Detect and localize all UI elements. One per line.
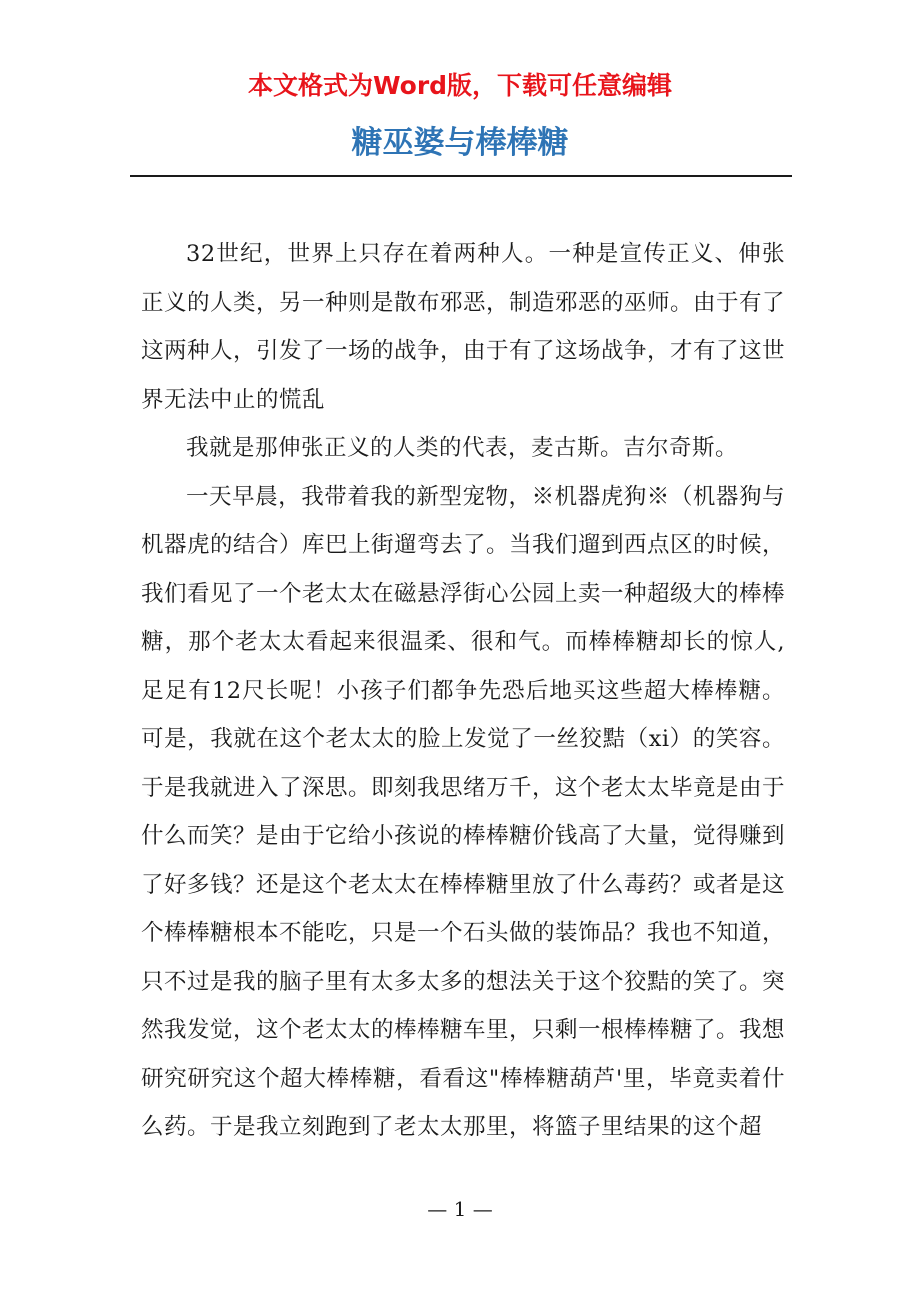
document-title: 糖巫婆与棒棒糖 [351,125,569,161]
page-number: — 1 — [427,1197,493,1221]
format-banner: 本文格式为Word版，下载可任意编辑 [247,71,673,100]
paragraph: 32世纪，世界上只存在着两种人。一种是宣传正义、伸张正义的人类，另一种则是散布邪恶，制造邪恶的巫师。由于有了这两种人，引发了一场的战争，由于有了这场战争，才有了这世界无法中止的慌乱 [141,241,786,413]
document-body [141,230,785,1152]
paragraph: 一天早晨，我带着我的新型宠物，※机器虎狗※（机器狗与机器虎的结合）库巴上街遛弯去了。当我们遛到西点区的时候，我们看见了一个老太太在磁悬浮街心公园上卖一种超级大的棒棒糖，那个老太太看起来很温柔、很和气。而棒棒糖却长的惊人,足足有12尺长呢！小孩子们都争先恐后地买这些超大棒棒糖。可是，我就在这个老太太的脸上发觉了一丝狡黠（xi）的笑容。于是我就进入了深思。即刻我思绪万千，这个老太太毕竟是由于什么而笑？是由于它给小孩说的棒棒糖价钱高了大量，觉得赚到了好多钱？还是这个老太太在棒棒糖里放了什么毒药？或者是这个棒棒糖根本不能吃，只是一个石头做的装饰品？我也不知道，只不过是我的脑子里有太多太多的想法关于这个狡黠的笑了。突然我发觉，这个老太太的棒棒糖车里，只剩一根棒棒糖了。我想研究研究这个超大棒棒糖，看看这"棒棒糖葫芦'里，毕竟卖着什么药。于是我立刻跑到了老太太那里，将篮子里结果的这个超 [141,483,786,1140]
paragraph: 我就是那伸张正义的人类的代表，麦古斯。吉尔奇斯。 [186,435,739,461]
title-divider [130,175,792,177]
